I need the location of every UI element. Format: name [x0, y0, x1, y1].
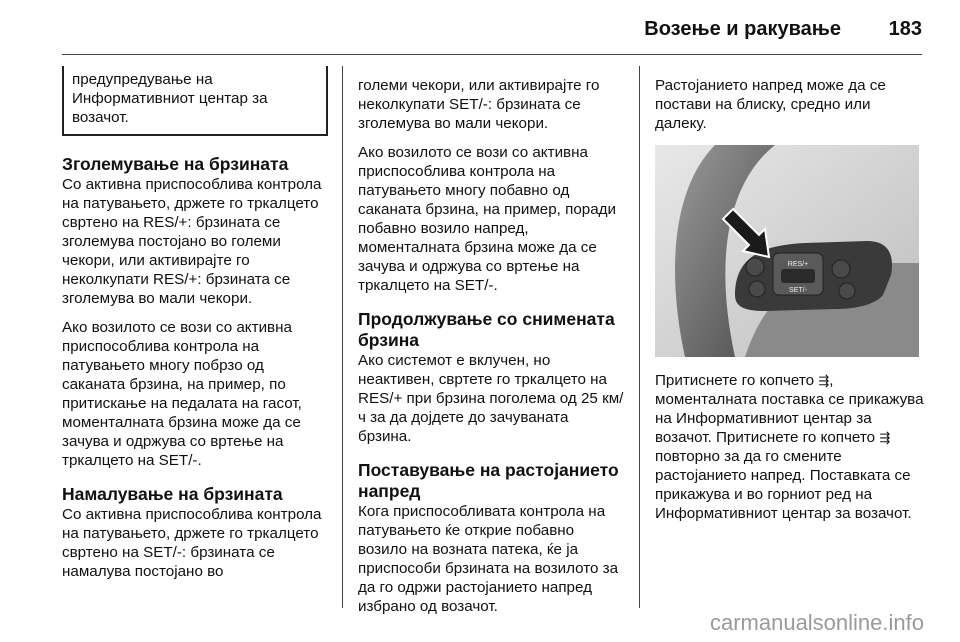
res-label: RES/+ — [787, 261, 809, 268]
column-divider-2 — [639, 66, 640, 608]
column-divider-1 — [342, 66, 343, 608]
paragraph: Со активна приспособлива контрола на патувањето, држете го тркалцето свртено на SET/-: брзината се намалува постојано во — [62, 506, 322, 580]
section-heading-resume-speed: Продолжување со снимената брзина — [358, 309, 615, 350]
page-header-title: Возење и ракување — [644, 18, 841, 40]
page-number: 183 — [888, 18, 922, 40]
paragraph: Притиснете го копчето ⇶, моменталната поставка се прикажува на Информативниот центар за возачот. Притиснете го копчето ⇶ повторно за да го смените растојанието напред. Поставката се прикажува и во горниот ред на Информативниот центар за возачот. — [655, 372, 924, 522]
column-3 — [655, 76, 925, 533]
section-heading-following-distance: Поставување на растојанието напред — [358, 460, 619, 501]
set-label: SET/- — [789, 287, 807, 294]
watermark: carmanualsonline.info — [709, 610, 924, 635]
paragraph: Со активна приспособлива контрола на патувањето, држете го тркалцето свртено на RES/+: брзината се зголемува постојано во големи чекори, или активирајте го неколкупати RES/+: брзината се зголемува во мали чекори. — [62, 176, 322, 307]
column-1 — [62, 71, 328, 591]
warning-box — [62, 66, 328, 136]
header-rule — [62, 54, 922, 55]
column-2 — [358, 76, 626, 626]
paragraph: големи чекори, или активирајте го неколкупати SET/-: брзината се зголемува во мали чекори. — [358, 77, 600, 132]
paragraph: Ако системот е вклучен, но неактивен, свртете го тркалцето на RES/+ при брзина поголема од 25 км/ч за да дојдете до зачуваната брзина. — [358, 352, 624, 445]
distance-icon: ⇶ — [879, 430, 891, 445]
section-heading-decrease-speed: Намалување на брзината — [62, 484, 283, 504]
paragraph: Кога приспособливата контрола на патувањето ќе открие побавно возило на возната патека, ќе ја приспособи брзината на возилото за да го одржи растојанието напред избрано од возачот. — [358, 503, 619, 615]
warning-text: предупредување на Информативниот центар за возачот. — [72, 71, 268, 126]
paragraph: Растојанието напред може да се постави на блиску, средно или далеку. — [655, 77, 886, 132]
distance-icon: ⇶ — [818, 373, 830, 388]
section-heading-increase-speed: Зголемување на брзината — [62, 154, 289, 174]
steering-wheel-figure — [655, 145, 919, 357]
paragraph: Ако возилото се вози со активна приспособлива контрола на патувањето многу побрзо од саканата брзина, на пример, по притискање на педалата на гасот, моменталната брзина може да се зачува и одржува со вртење на тркалцето на SET/-. — [62, 319, 302, 469]
paragraph: Ако возилото се вози со активна приспособлива контрола на патувањето многу побавно од саканата брзина, на пример, поради побавно возило напред, моменталната брзина може да се зачува и одржува со вртење на тркалцето на SET/-. — [358, 144, 617, 294]
